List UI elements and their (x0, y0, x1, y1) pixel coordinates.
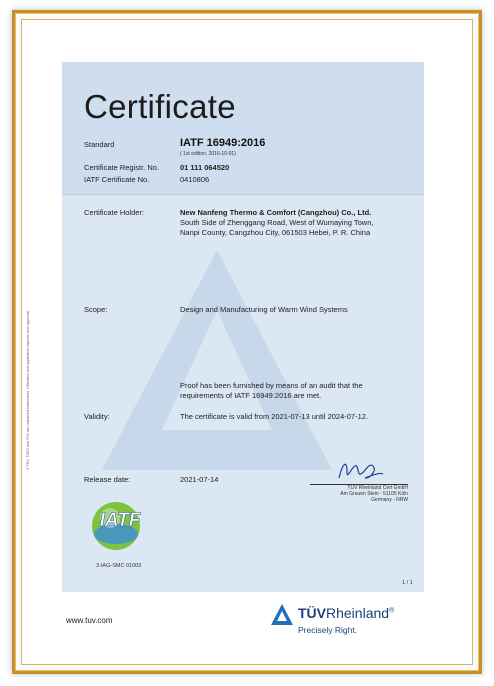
iatf-logo (86, 492, 156, 554)
holder-address-line1: South Side of Zhenggang Road, West of Wumaying Town, (180, 218, 374, 227)
standard-edition: ( 1st edition, 2016-10-01) (180, 151, 236, 157)
tuv-triangle-logo-icon (270, 603, 294, 627)
website-link[interactable]: www.tuv.com (66, 616, 113, 625)
iatf-code: 3-IAG-SMC 01003 (96, 563, 142, 569)
brand-name-rest: Rheinland (326, 605, 390, 621)
scope-value: Design and Manufacturing of Warm Wind Systems (180, 305, 348, 314)
registr-label: Certificate Registr. No. (84, 163, 160, 172)
holder-label: Certificate Holder: (84, 208, 145, 217)
iatf-no-label: IATF Certificate No. (84, 175, 150, 184)
brand-name-bold: TÜV (298, 605, 326, 621)
issuer-line2: Am Grauen Stein · 51105 Köln (340, 491, 408, 497)
iatf-no-value: 0410806 (180, 175, 210, 184)
standard-label: Standard (84, 140, 115, 149)
validity-label: Validity: (84, 412, 110, 421)
tuv-triangle-watermark (102, 250, 332, 480)
holder-address-line2: Nanpi County, Cangzhou City, 061503 Hebei, P. R. China (180, 228, 371, 237)
registr-value: 01 111 064520 (180, 163, 230, 172)
issuer-line1: TÜV Rheinland Cert GmbH (347, 485, 408, 491)
issuer-line3: Germany - NRW (371, 497, 408, 503)
brand-name (298, 605, 394, 621)
proof-line2: requirements of IATF 16949:2016 are met. (180, 391, 322, 400)
standard-value: IATF 16949:2016 (180, 137, 266, 149)
brand-slogan: Precisely Right. (298, 625, 358, 635)
issuer-address (318, 485, 408, 503)
proof-line1: Proof has been furnished by means of an audit that the (180, 381, 363, 390)
trademark-side-text: ® TÜV, TUEV and TUV are registered trademarks. Utilisation and application requires prior approval. (26, 310, 30, 470)
holder-name: New Nanfeng Thermo & Comfort (Cangzhou) Co., Ltd. (180, 208, 372, 217)
certificate-title: Certificate (84, 88, 236, 125)
release-label: Release date: (84, 475, 131, 484)
page-number: 1 / 1 (402, 580, 413, 586)
release-value: 2021-07-14 (180, 475, 219, 484)
iatf-logo-text: IATF (99, 510, 141, 531)
scope-label: Scope: (84, 305, 108, 314)
header-divider (62, 194, 424, 195)
validity-value: The certificate is valid from 2021-07-13 until 2024-07-12. (180, 412, 369, 421)
signature-image (335, 458, 385, 484)
brand-reg: ® (389, 607, 395, 615)
